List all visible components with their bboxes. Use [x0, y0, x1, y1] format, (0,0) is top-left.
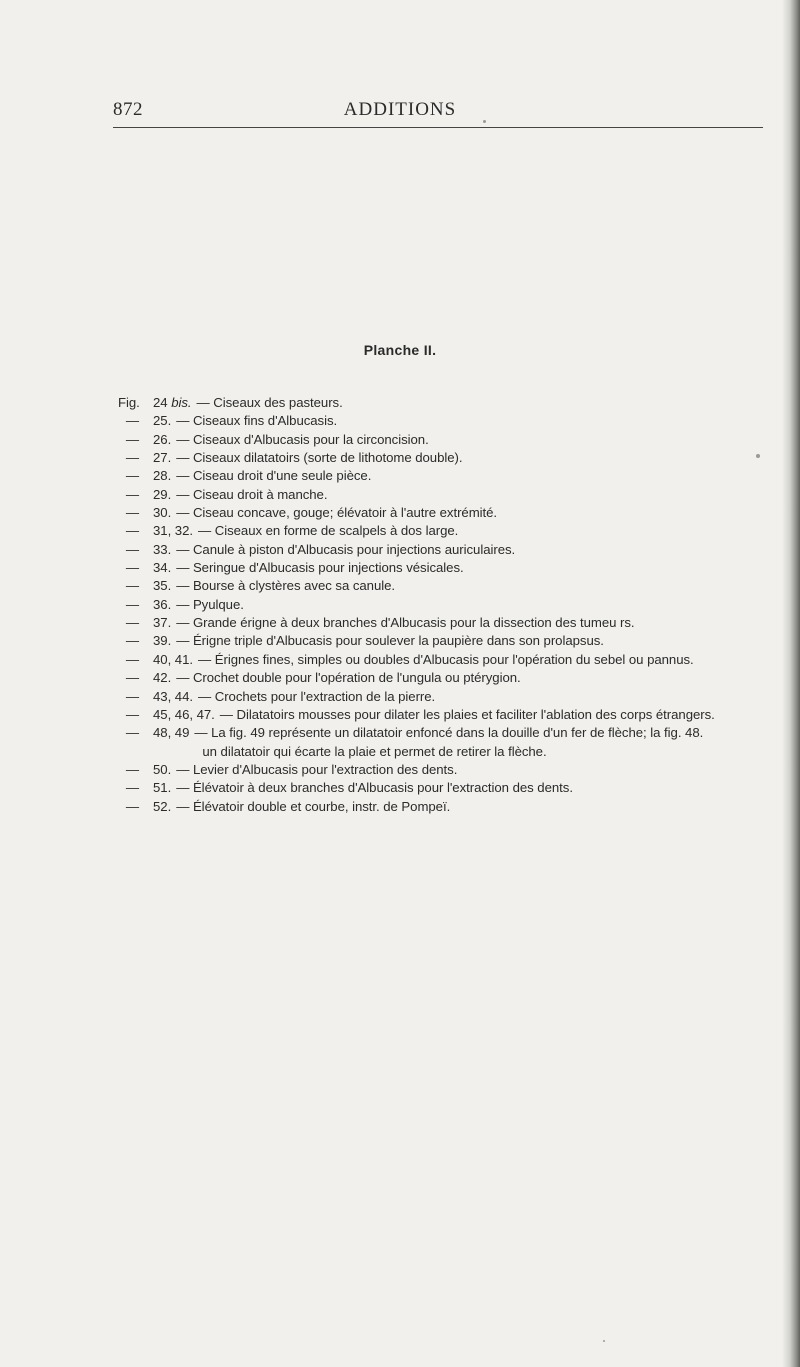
- caption-prefix: —: [125, 413, 140, 429]
- caption-text: — Érignes fines, simples ou doubles d'Albucasis pour l'opération du sebel ou pannus.: [197, 651, 694, 667]
- caption-text: — Ciseaux d'Albucasis pour la circoncision.: [176, 431, 429, 447]
- figure-number: 51.: [153, 780, 172, 796]
- caption-prefix: —: [125, 560, 140, 576]
- caption-item: [118, 467, 778, 485]
- caption-text: — Élévatoir à deux branches d'Albucasis pour l'extraction des dents.: [176, 780, 573, 796]
- figure-number: 24: [153, 395, 168, 410]
- caption-item: [118, 596, 778, 614]
- caption-prefix: —: [125, 523, 140, 539]
- caption-text: — Ciseaux fins d'Albucasis.: [176, 413, 338, 429]
- caption-item: [118, 706, 778, 724]
- caption-prefix: —: [125, 651, 140, 667]
- caption-item: [118, 504, 778, 522]
- caption-text: — Levier d'Albucasis pour l'extraction des dents.: [176, 761, 458, 777]
- caption-prefix: —: [125, 596, 140, 612]
- caption-prefix: —: [125, 706, 140, 722]
- figure-caption-list: [118, 394, 778, 816]
- caption-prefix: —: [125, 633, 140, 649]
- figure-number: 28.: [153, 468, 172, 484]
- caption-text: — Pyulque.: [176, 596, 244, 612]
- paper-speck: [756, 454, 760, 458]
- figure-number: 33.: [153, 541, 172, 557]
- figure-number: 48, 49: [153, 725, 190, 741]
- caption-item: [118, 486, 778, 504]
- figure-number: 31, 32.: [153, 523, 193, 539]
- page-edge-shadow: [782, 0, 800, 1367]
- caption-item: [118, 724, 778, 761]
- figure-number: 36.: [153, 596, 172, 612]
- figure-number: 25.: [153, 413, 172, 429]
- caption-item: [118, 779, 778, 797]
- figure-number: 37.: [153, 615, 172, 631]
- caption-prefix: —: [125, 615, 140, 631]
- caption-item: [118, 632, 778, 650]
- caption-prefix: Fig.: [118, 395, 140, 410]
- caption-prefix: —: [125, 486, 140, 502]
- caption-item: [118, 688, 778, 706]
- paper-speck: [603, 1340, 605, 1342]
- caption-text: — Crochets pour l'extraction de la pierre.: [197, 688, 436, 704]
- caption-prefix: —: [125, 468, 140, 484]
- caption-item: [118, 449, 778, 467]
- caption-prefix: —: [125, 761, 140, 777]
- figure-number: 43, 44.: [153, 688, 193, 704]
- caption-prefix: —: [125, 541, 140, 557]
- caption-text: — Ciseaux des pasteurs.: [196, 395, 343, 410]
- paper-speck: [483, 120, 486, 123]
- figure-number: 35.: [153, 578, 172, 594]
- caption-prefix: —: [125, 688, 140, 704]
- figure-number: 26.: [153, 431, 172, 447]
- caption-item: [118, 541, 778, 559]
- figure-number: 27.: [153, 450, 172, 466]
- caption-prefix: —: [125, 431, 140, 447]
- caption-text: — Ciseaux en forme de scalpels à dos large.: [197, 523, 459, 539]
- caption-continuation: un dilatatoir qui écarte la plaie et permet de retirer la flèche.: [202, 743, 547, 759]
- caption-text: — Ciseaux dilatatoirs (sorte de lithotome double).: [176, 450, 463, 466]
- figure-number: 40, 41.: [153, 651, 193, 667]
- caption-item: [118, 669, 778, 687]
- page-number: 872: [113, 99, 143, 120]
- caption-prefix: —: [125, 505, 140, 521]
- figure-number: 52.: [153, 798, 172, 814]
- caption-item: [118, 798, 778, 816]
- figure-number: 50.: [153, 761, 172, 777]
- caption-text: — Canule à piston d'Albucasis pour injections auriculaires.: [176, 541, 516, 557]
- caption-text: — Élévatoir double et courbe, instr. de Pompeï.: [176, 798, 451, 814]
- running-head: ADDITIONS: [343, 99, 457, 120]
- caption-item: [118, 761, 778, 779]
- caption-text: — Grande érigne à deux branches d'Albucasis pour la dissection des tumeu rs.: [176, 615, 635, 631]
- caption-text: — Dilatatoirs mousses pour dilater les plaies et faciliter l'ablation des corps étrangers.: [219, 706, 715, 722]
- figure-number: 34.: [153, 560, 172, 576]
- caption-item: [118, 651, 778, 669]
- figure-suffix: bis.: [171, 395, 192, 410]
- caption-item: [118, 577, 778, 595]
- caption-item: [118, 431, 778, 449]
- header-rule: [113, 127, 763, 128]
- figure-number: 29.: [153, 486, 172, 502]
- caption-prefix: —: [125, 725, 140, 741]
- caption-text: — Seringue d'Albucasis pour injections vésicales.: [176, 560, 464, 576]
- caption-prefix: —: [125, 780, 140, 796]
- caption-text: — Érigne triple d'Albucasis pour soulever la paupière dans son prolapsus.: [176, 633, 604, 649]
- figure-number: 42.: [153, 670, 172, 686]
- caption-text: — Ciseau droit d'une seule pièce.: [176, 468, 372, 484]
- caption-prefix: —: [125, 450, 140, 466]
- caption-text: — Crochet double pour l'opération de l'ungula ou ptérygion.: [176, 670, 521, 686]
- caption-text: — Ciseau concave, gouge; élévatoir à l'autre extrémité.: [176, 505, 498, 521]
- caption-item: [118, 614, 778, 632]
- plate-title: Planche II.: [363, 342, 437, 358]
- caption-item: [118, 394, 778, 412]
- figure-number: 39.: [153, 633, 172, 649]
- caption-text: — Ciseau droit à manche.: [176, 486, 328, 502]
- caption-text: — Bourse à clystères avec sa canule.: [176, 578, 396, 594]
- caption-prefix: —: [125, 670, 140, 686]
- caption-text: — La fig. 49 représente un dilatatoir enfoncé dans la douille d'un fer de flèche; la fig. 48.: [194, 725, 704, 741]
- caption-prefix: —: [125, 798, 140, 814]
- caption-item: [118, 522, 778, 540]
- caption-item: [118, 412, 778, 430]
- caption-item: [118, 559, 778, 577]
- figure-number: 45, 46, 47.: [153, 706, 215, 722]
- figure-number: 30.: [153, 505, 172, 521]
- caption-prefix: —: [125, 578, 140, 594]
